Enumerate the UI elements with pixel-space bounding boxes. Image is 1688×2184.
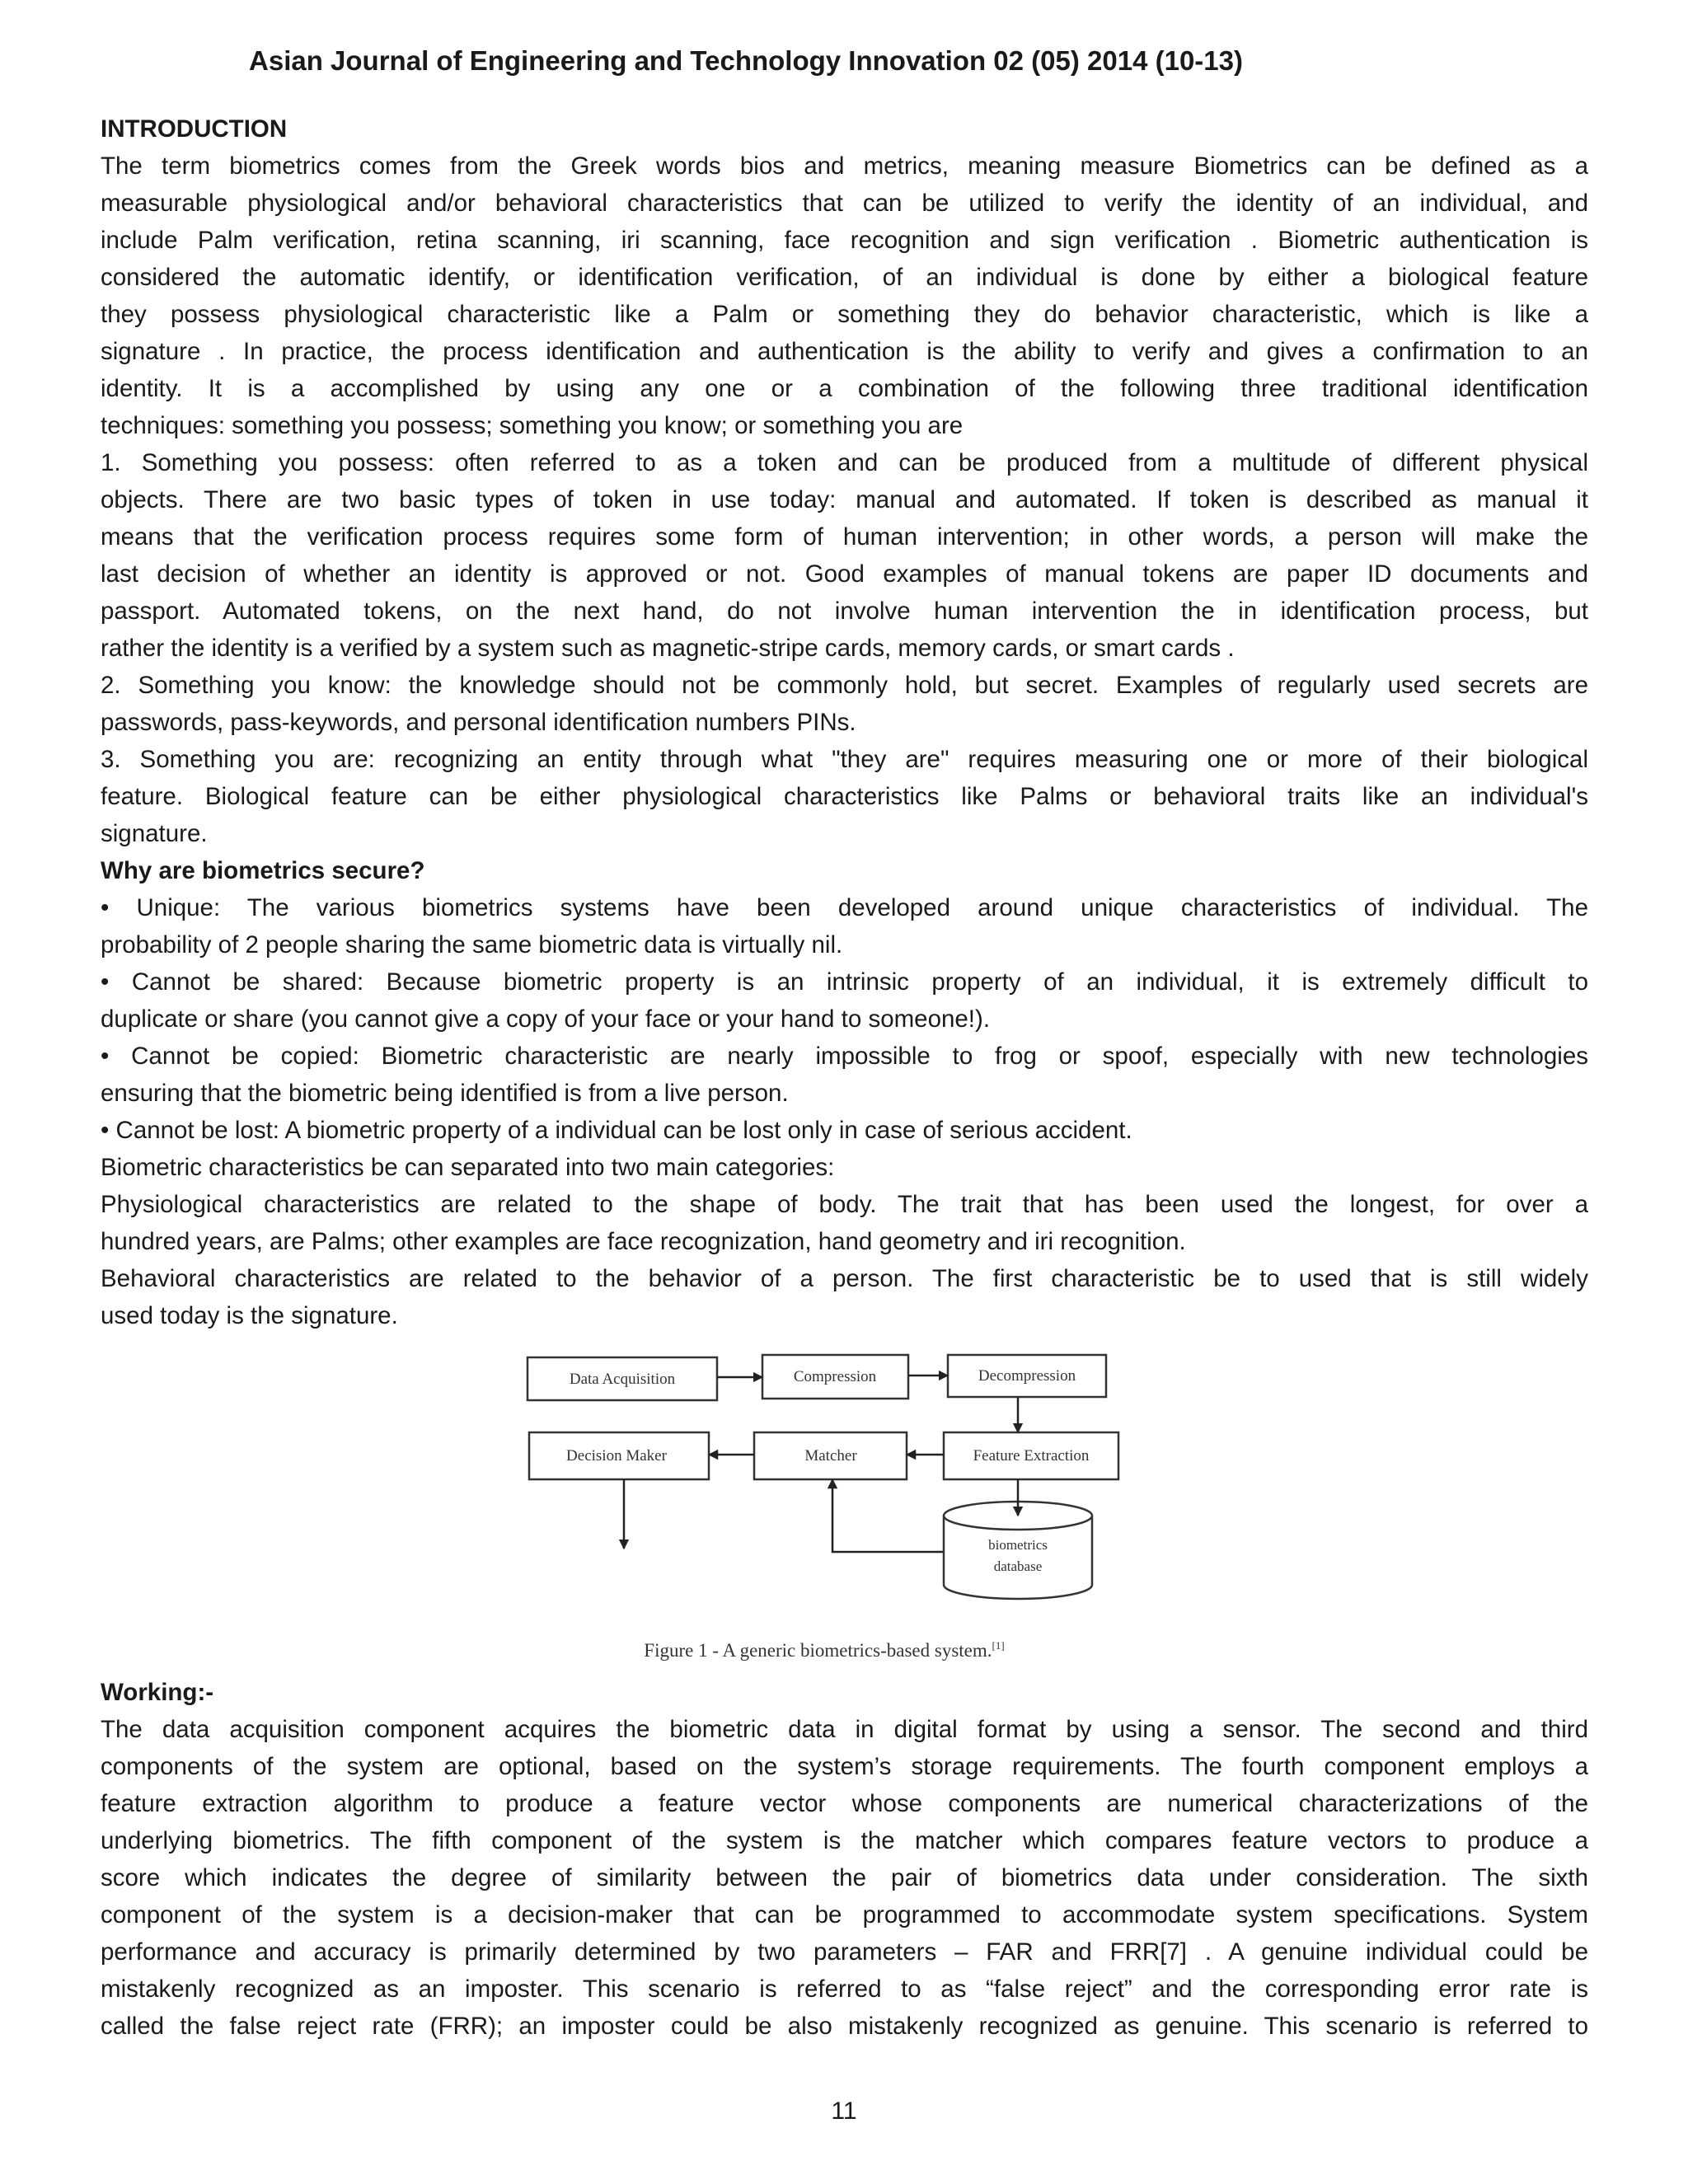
text-line: performance and accuracy is primarily determined by two parameters – FAR and FRR[7] . A genuine individual could be: [101, 1938, 1588, 1966]
section-heading: Working:-: [101, 1679, 214, 1706]
text-line: include Palm verification, retina scanning, iri scanning, face recognition and sign verification . Biometric authentication is: [101, 227, 1588, 254]
text-line: identity. It is a accomplished by using any one or a combination of the following three traditional identification: [101, 375, 1588, 402]
text-line: passwords, pass-keywords, and personal identification numbers PINs.: [101, 709, 856, 736]
text-line: Physiological characteristics are related to the shape of body. The trait that has been used the longest, for over a: [101, 1191, 1588, 1218]
figure-biometrics-system-diagram: [495, 1335, 1137, 1681]
text-line: duplicate or share (you cannot give a copy of your face or your hand to someone!).: [101, 1005, 991, 1033]
text-line: The data acquisition component acquires the biometric data in digital format by using a sensor. The second and third: [101, 1716, 1588, 1743]
text-line: passport. Automated tokens, on the next hand, do not involve human intervention the in identification process, but: [101, 598, 1588, 625]
section-heading: INTRODUCTION: [101, 115, 288, 143]
label-compression: Compression: [793, 1368, 877, 1385]
text-line: called the false reject rate (FRR); an imposter could be also mistakenly recognized as genuine. This scenario is referred to: [101, 2013, 1588, 2040]
text-line: component of the system is a decision-maker that can be programmed to accommodate system specifications. System: [101, 1901, 1588, 1929]
text-line: feature. Biological feature can be either physiological characteristics like Palms or behavioral traits like an individual's: [101, 783, 1588, 810]
label-decision-maker: Decision Maker: [566, 1447, 667, 1465]
working-section: [101, 1674, 1588, 2045]
text-line: underlying biometrics. The fifth component of the system is the matcher which compares feature vectors to produce a: [101, 1827, 1588, 1854]
text-line: The term biometrics comes from the Greek words bios and metrics, meaning measure Biometrics can be defined as a: [101, 152, 1588, 180]
figure-caption: [644, 1639, 1004, 1661]
text-line: techniques: something you possess; something you know; or something you are: [101, 412, 964, 439]
label-matcher: Matcher: [804, 1447, 857, 1465]
text-line: ensuring that the biometric being identified is from a live person.: [101, 1080, 789, 1107]
text-line: feature extraction algorithm to produce a feature vector whose components are numerical characterizations of the: [101, 1790, 1588, 1817]
text-line: score which indicates the degree of similarity between the pair of biometrics data under consideration. The sixth: [101, 1864, 1588, 1891]
text-line: signature.: [101, 820, 208, 847]
figure-caption-text: Figure 1 - A generic biometrics-based system.: [644, 1640, 992, 1661]
text-line: Behavioral characteristics are related to the behavior of a person. The first characteristic be to used that is still widely: [101, 1265, 1588, 1292]
body-text: [101, 110, 1588, 1334]
journal-header: Asian Journal of Engineering and Technology Innovation 02 (05) 2014 (10-13): [249, 45, 1243, 76]
label-feature-extraction: Feature Extraction: [973, 1447, 1090, 1465]
text-line: • Cannot be lost: A biometric property of a individual can be lost only in case of serious accident.: [101, 1117, 1132, 1144]
text-line: they possess physiological characteristic like a Palm or something they do behavior characteristic, which is like a: [101, 301, 1588, 328]
text-line: 2. Something you know: the knowledge should not be commonly hold, but secret. Examples of regularly used secrets are: [101, 672, 1588, 699]
arrow-database-to-matcher: [832, 1479, 944, 1552]
text-line: • Cannot be copied: Biometric characteristic are nearly impossible to frog or spoof, especially with new technologies: [101, 1043, 1588, 1070]
text-line: last decision of whether an identity is approved or not. Good examples of manual tokens are paper ID documents and: [101, 560, 1588, 588]
text-line: signature . In practice, the process identification and authentication is the ability to verify and gives a confirmation to an: [101, 338, 1588, 365]
text-line: Biometric characteristics be can separated into two main categories:: [101, 1154, 835, 1181]
text-line: components of the system are optional, based on the system’s storage requirements. The fourth component employs a: [101, 1753, 1588, 1780]
section-heading: Why are biometrics secure?: [101, 857, 425, 884]
label-database-line2: database: [993, 1558, 1043, 1574]
text-line: means that the verification process requires some form of human intervention; in other words, a person will make the: [101, 523, 1588, 551]
figure-caption-ref: [1]: [992, 1639, 1005, 1652]
text-line: rather the identity is a verified by a system such as magnetic-stripe cards, memory cards, or smart cards .: [101, 635, 1235, 662]
text-line: probability of 2 people sharing the same biometric data is virtually nil.: [101, 931, 843, 958]
page-number: 11: [831, 2097, 857, 2125]
label-database-line1: biometrics: [988, 1537, 1048, 1553]
text-line: • Unique: The various biometrics systems have been developed around unique characteristics of individual. The: [101, 894, 1588, 921]
text-line: considered the automatic identify, or identification verification, of an individual is done by either a biological feature: [101, 264, 1588, 291]
text-line: 1. Something you possess: often referred to as a token and can be produced from a multitude of different physical: [101, 449, 1588, 476]
text-line: • Cannot be shared: Because biometric property is an intrinsic property of an individual, it is extremely difficult to: [101, 968, 1588, 996]
label-decompression: Decompression: [978, 1367, 1076, 1385]
text-line: 3. Something you are: recognizing an entity through what "they are" requires measuring one or more of their biological: [101, 746, 1588, 773]
text-line: objects. There are two basic types of token in use today: manual and automated. If token is described as manual it: [101, 486, 1588, 513]
text-line: used today is the signature.: [101, 1302, 398, 1329]
text-line: hundred years, are Palms; other examples are face recognization, hand geometry and iri recognition.: [101, 1228, 1186, 1255]
text-line: measurable physiological and/or behavioral characteristics that can be utilized to verify the identity of an individual, and: [101, 190, 1588, 217]
label-data-acquisition: Data Acquisition: [569, 1371, 676, 1388]
text-line: mistakenly recognized as an imposter. This scenario is referred to as “false reject” and the corresponding error rate is: [101, 1975, 1588, 2003]
